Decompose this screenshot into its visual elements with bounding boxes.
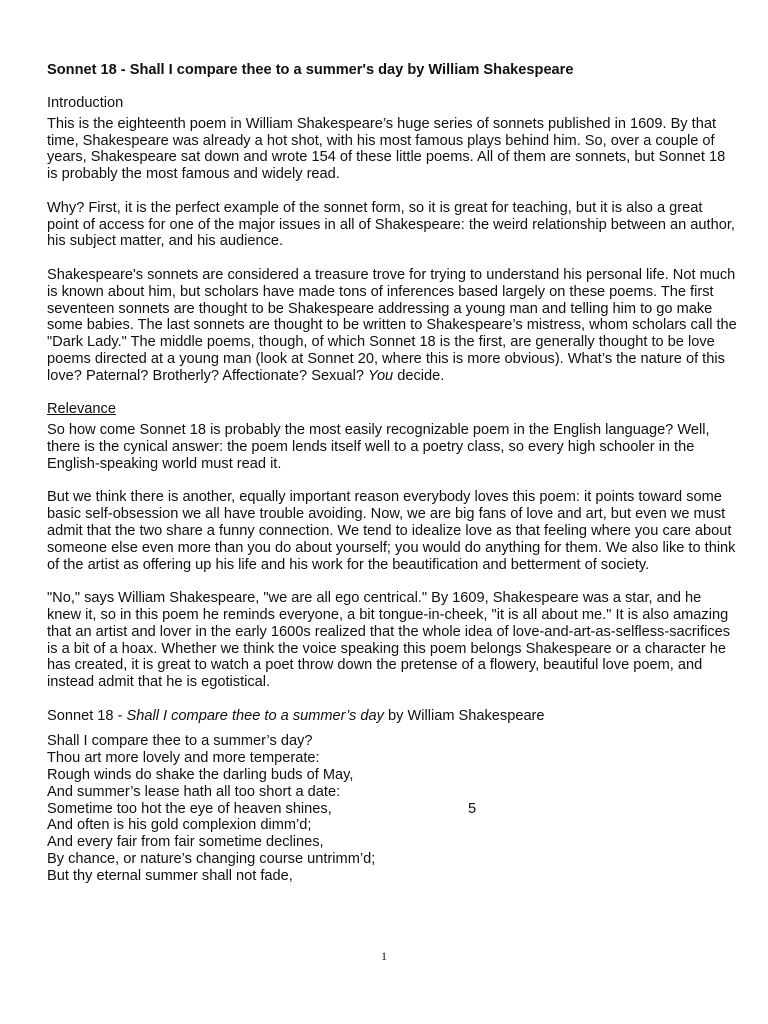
sonnet-title [47, 708, 737, 725]
sonnet-line-5: Sometime too hot the eye of heaven shines, [47, 800, 332, 817]
document-title: Sonnet 18 - Shall I compare thee to a summer's day by William Shakespeare [47, 62, 574, 78]
sonnet-line-6: And often is his gold complexion dimm’d; [47, 817, 312, 834]
sonnet-title-suffix: by William Shakespeare [383, 707, 545, 724]
relevance-paragraph-3: "No," says William Shakespeare, "we are all ego centrical." By 1609, Shakespeare was a star, and he knew it, so in this poem he reminds everyone, a bit tongue-in-cheek, "it is all about me." It is also amazing that an artist and lover in the early 1600s realized that the whole idea of love-and-art-as-selfless-sacrifices is a bit of a hoax. Whether we think the voice speaking this poem belongs Shakespeare or a character he has created, it is great to watch a poet throw down the pretense of a flowery, beautiful love poem, and instead admit that he is egotistical. [47, 590, 731, 691]
intro-paragraph-3 [47, 267, 737, 385]
intro-paragraph-2: Why? First, it is the perfect example of the sonnet form, so it is great for teaching, but it is also a great point of access for one of the major issues in all of Shakespeare: the weird relationship between an author, his subject matter, and his audience. [47, 199, 735, 250]
relevance-paragraph-1: So how come Sonnet 18 is probably the most easily recognizable poem in the English language? Well, there is the cynical answer: the poem lends itself well to a poetry class, so every high schooler in the English-speaking world must read it. [47, 422, 710, 472]
sonnet-title-prefix: Sonnet 18 - [47, 707, 127, 724]
intro-paragraph-3-text: Shakespeare's sonnets are considered a treasure trove for trying to understand his personal life. Not much is known about him, but scholars have made tons of inferences based largely on these poems. The first seventeen sonnets are thought to be Shakespeare addressing a young man and telling him to go make some babies. The last sonnets are thought to be written to Shakespeare’s mistress, whom scholars call the "Dark Lady." The middle poems, though, of which Sonnet 18 is the first, are generally thought to be love poems directed at a young man (look at Sonnet 20, where this is more obvious). What’s the nature of this love? Paternal? Brotherly? Affectionate? Sexual? [47, 266, 737, 384]
sonnet-line-9: But thy eternal summer shall not fade, [47, 867, 293, 884]
sonnet-title-italic: Shall I compare thee to a summer’s day [126, 707, 384, 724]
relevance-heading: Relevance [47, 401, 116, 418]
intro-paragraph-3-end: decide. [393, 367, 445, 384]
introduction-heading: Introduction [47, 95, 124, 111]
sonnet-line-4: And summer’s lease hath all too short a date: [47, 783, 341, 800]
sonnet-line-1: Shall I compare thee to a summer’s day? [47, 733, 313, 750]
intro-paragraph-1: This is the eighteenth poem in William Shakespeare’s huge series of sonnets published in 1609. By that time, Shakespeare was already a hot shot, with his most famous plays behind him. So, over a couple of years, Shakespeare sat down and wrote 154 of these little poems. All of them are sonnets, but Sonnet 18 is probably the most famous and widely read. [47, 115, 726, 183]
sonnet-line-3: Rough winds do shake the darling buds of May, [47, 767, 354, 784]
relevance-paragraph-2: But we think there is another, equally important reason everybody loves this poem: it points toward some basic self-obsession we all have trouble avoiding. Now, we are big fans of love and art, but even we must admit that the two share a funny connection. We tend to idealize love as that feeling where you care about someone else even more than you do about yourself; you would do anything for them. We also like to think of the artist as offering up his life and his work for the beautification and betterment of society. [47, 489, 736, 573]
sonnet-line-2: Thou art more lovely and more temperate: [47, 750, 320, 767]
sonnet-lines [47, 733, 737, 884]
intro-paragraph-3-emphasis: You [368, 367, 394, 384]
document-page [47, 62, 737, 885]
sonnet-line-7: And every fair from fair sometime declines, [47, 834, 324, 851]
page-number: 1 [381, 949, 387, 963]
line-number-5: 5 [468, 800, 477, 817]
sonnet-line-5-row [47, 801, 737, 818]
sonnet-line-8: By chance, or nature’s changing course untrimm’d; [47, 851, 376, 868]
